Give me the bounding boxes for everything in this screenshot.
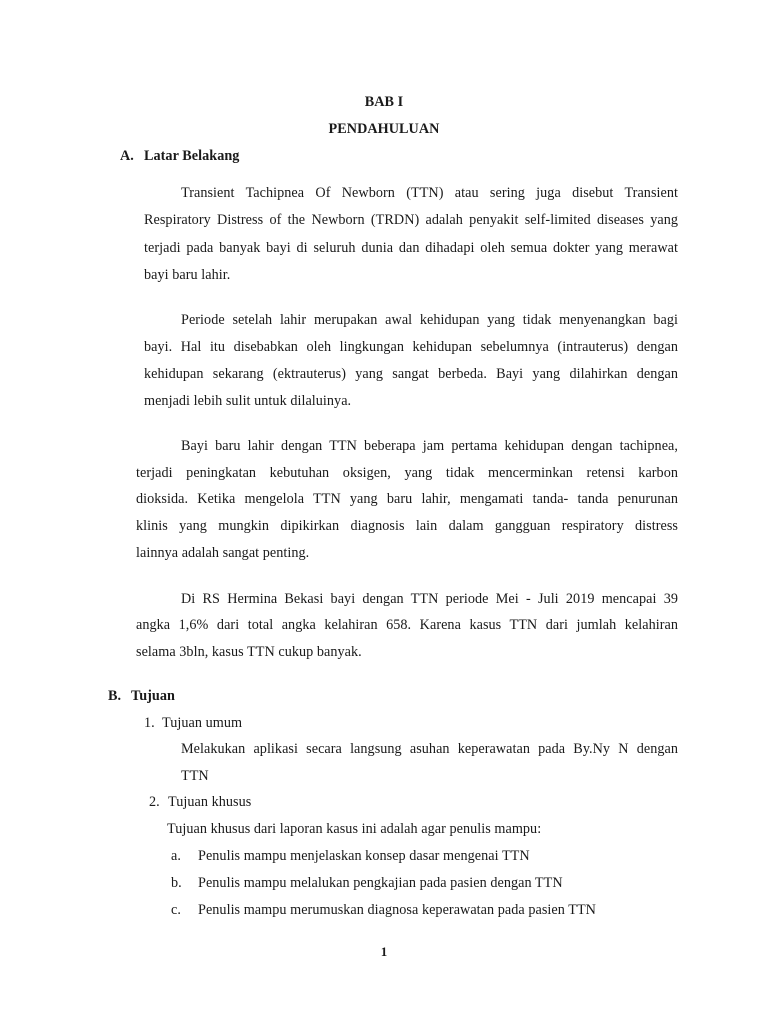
item-label: Tujuan umum bbox=[162, 715, 243, 731]
paragraph-line: terjadi pada banyak bayi di seluruh dunia dan dihadapi oleh semua dokter yang merawat bbox=[144, 240, 678, 256]
subitem-text: Penulis mampu merumuskan diagnosa keperawatan pada pasien TTN bbox=[198, 902, 596, 918]
item-intro: Tujuan khusus dari laporan kasus ini adalah agar penulis mampu: bbox=[167, 821, 542, 837]
chapter-number: BAB I bbox=[364, 94, 404, 110]
paragraph-line: Periode setelah lahir merupakan awal kehidupan yang tidak menyenangkan bagi bbox=[181, 312, 678, 328]
paragraph-line: bayi. Hal itu disebabkan oleh lingkungan kehidupan sebelumnya (intrauterus) dengan bbox=[144, 339, 678, 355]
paragraph-line: Bayi baru lahir dengan TTN beberapa jam pertama kehidupan dengan tachipnea, bbox=[181, 438, 678, 454]
chapter-title: PENDAHULUAN bbox=[328, 121, 440, 137]
subitem-text: Penulis mampu melalukan pengkajian pada pasien dengan TTN bbox=[198, 875, 563, 891]
section-b-marker: B. bbox=[108, 688, 122, 704]
paragraph-line: Respiratory Distress of the Newborn (TRDN) adalah penyakit self-limited diseases yang bbox=[144, 212, 678, 228]
section-b-heading: Tujuan bbox=[131, 688, 175, 704]
paragraph-line: bayi baru lahir. bbox=[144, 267, 231, 283]
paragraph-line: kehidupan sekarang (ektrauterus) yang sangat berbeda. Bayi yang dilahirkan dengan bbox=[144, 366, 678, 382]
section-a-heading: Latar Belakang bbox=[144, 148, 240, 164]
paragraph-line: klinis yang mungkin dipikirkan diagnosis lain dalam gangguan respiratory distress bbox=[136, 518, 678, 534]
paragraph-line: Di RS Hermina Bekasi bayi dengan TTN periode Mei - Juli 2019 mencapai 39 bbox=[181, 591, 678, 607]
page-number: 1 bbox=[380, 944, 388, 959]
paragraph-line: menjadi lebih sulit untuk dilaluinya. bbox=[144, 393, 352, 409]
paragraph-line: angka 1,6% dari total angka kelahiran 658. Karena kasus TTN dari jumlah kelahiran bbox=[136, 617, 678, 633]
paragraph-line: lainnya adalah sangat penting. bbox=[136, 545, 310, 561]
item-number: 1. bbox=[144, 715, 155, 731]
paragraph-line: selama 3bln, kasus TTN cukup banyak. bbox=[136, 644, 362, 660]
subitem-letter: c. bbox=[171, 902, 181, 918]
paragraph-line: dioksida. Ketika mengelola TTN yang baru lahir, mengamati tanda- tanda penurunan bbox=[136, 491, 678, 507]
subitem-letter: b. bbox=[171, 875, 182, 891]
subitem-text: Penulis mampu menjelaskan konsep dasar mengenai TTN bbox=[198, 848, 530, 864]
item-text-line: TTN bbox=[181, 768, 209, 784]
item-number: 2. bbox=[149, 794, 160, 810]
section-a-marker: A. bbox=[120, 148, 134, 164]
paragraph-line: terjadi peningkatan kebutuhan oksigen, yang tidak mencerminkan retensi karbon bbox=[136, 465, 678, 481]
paragraph-line: Transient Tachipnea Of Newborn (TTN) atau sering juga disebut Transient bbox=[181, 185, 678, 201]
item-label: Tujuan khusus bbox=[168, 794, 252, 810]
subitem-letter: a. bbox=[171, 848, 181, 864]
item-text-line: Melakukan aplikasi secara langsung asuhan keperawatan pada By.Ny N dengan bbox=[181, 741, 678, 757]
